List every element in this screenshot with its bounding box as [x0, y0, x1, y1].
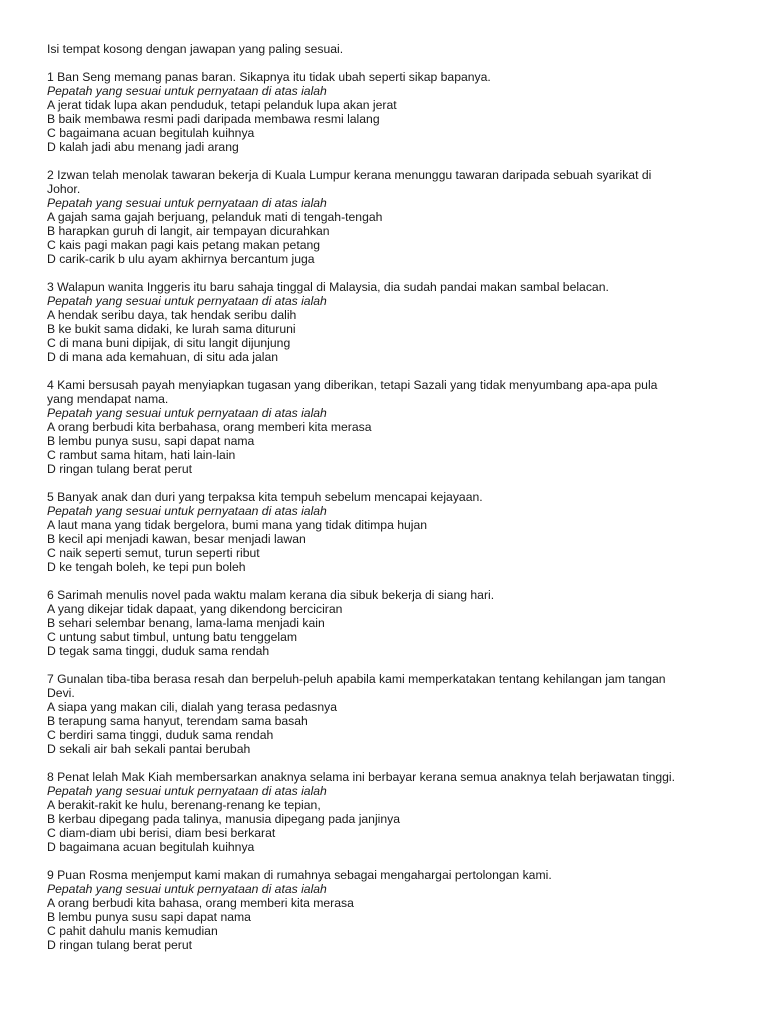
question-7-option-d: D sekali air bah sekali pantai berubah: [47, 742, 251, 756]
question-1-option-b: B baik membawa resmi padi daripada membawa resmi lalang: [47, 112, 380, 126]
question-5-option-b: B kecil api menjadi kawan, besar menjadi lawan: [47, 532, 306, 546]
question-6-option-c: C untung sabut timbul, untung batu tenggelam: [47, 630, 298, 644]
question-8-option-d: D bagaimana acuan begitulah kuihnya: [47, 840, 255, 854]
question-4-option-b: B lembu punya susu, sapi dapat nama: [47, 434, 255, 448]
question-9-option-c: C pahit dahulu manis kemudian: [47, 924, 218, 938]
question-8-option-a: A berakit-rakit ke hulu, berenang-renang ke tepian,: [47, 798, 321, 812]
question-9-stem-line-1: 9 Puan Rosma menjemput kami makan di rumahnya sebagai mengahargai pertolongan kami.: [47, 868, 552, 882]
question-4-stem-line-2: yang mendapat nama.: [47, 392, 169, 406]
question-7-option-c: C berdiri sama tinggi, duduk sama rendah: [47, 728, 274, 742]
question-7-option-a: A siapa yang makan cili, dialah yang terasa pedasnya: [47, 700, 337, 714]
question-3-option-a: A hendak seribu daya, tak hendak seribu dalih: [47, 308, 297, 322]
instruction-text: Isi tempat kosong dengan jawapan yang paling sesuai.: [47, 42, 344, 56]
question-3-prompt: Pepatah yang sesuai untuk pernyataan di atas ialah: [47, 294, 327, 308]
question-3-option-d: D di mana ada kemahuan, di situ ada jalan: [47, 350, 279, 364]
question-8-option-b: B kerbau dipegang pada talinya, manusia dipegang pada janjinya: [47, 812, 401, 826]
question-9-option-d: D ringan tulang berat perut: [47, 938, 192, 952]
question-4-prompt: Pepatah yang sesuai untuk pernyataan di atas ialah: [47, 406, 327, 420]
question-8-stem-line-1: 8 Penat lelah Mak Kiah membersarkan anaknya selama ini berbayar kerana semua anaknya telah berjawatan tinggi.: [47, 770, 676, 784]
question-1-option-d: D kalah jadi abu menang jadi arang: [47, 140, 239, 154]
question-6-option-d: D tegak sama tinggi, duduk sama rendah: [47, 644, 270, 658]
question-1-option-c: C bagaimana acuan begitulah kuihnya: [47, 126, 255, 140]
question-7-option-b: B terapung sama hanyut, terendam sama basah: [47, 714, 308, 728]
question-6-option-b: B sehari selembar benang, lama-lama menjadi kain: [47, 616, 325, 630]
question-2-option-a: A gajah sama gajah berjuang, pelanduk mati di tengah-tengah: [47, 210, 383, 224]
question-3-option-c: C di mana buni dipijak, di situ langit dijunjung: [47, 336, 291, 350]
question-2-stem-line-2: Johor.: [47, 182, 81, 196]
question-5-prompt: Pepatah yang sesuai untuk pernyataan di atas ialah: [47, 504, 327, 518]
question-4-option-a: A orang berbudi kita berbahasa, orang memberi kita merasa: [47, 420, 372, 434]
question-6-option-a: A yang dikejar tidak dapaat, yang dikendong berciciran: [47, 602, 343, 616]
question-2-option-c: C kais pagi makan pagi kais petang makan petang: [47, 238, 321, 252]
question-3-stem-line-1: 3 Walapun wanita Inggeris itu baru sahaja tinggal di Malaysia, dia sudah pandai makan sambal belacan.: [47, 280, 609, 294]
question-9-prompt: Pepatah yang sesuai untuk pernyataan di atas ialah: [47, 882, 327, 896]
question-1-stem-line-1: 1 Ban Seng memang panas baran. Sikapnya itu tidak ubah seperti sikap bapanya.: [47, 70, 491, 84]
question-8-prompt: Pepatah yang sesuai untuk pernyataan di atas ialah: [47, 784, 327, 798]
question-5-option-d: D ke tengah boleh, ke tepi pun boleh: [47, 560, 246, 574]
question-6-stem-line-1: 6 Sarimah menulis novel pada waktu malam kerana dia sibuk bekerja di siang hari.: [47, 588, 495, 602]
question-2-stem-line-1: 2 Izwan telah menolak tawaran bekerja di Kuala Lumpur kerana menunggu tawaran daripada sebuah syarikat di: [47, 168, 652, 182]
question-5-stem-line-1: 5 Banyak anak dan duri yang terpaksa kita tempuh sebelum mencapai kejayaan.: [47, 490, 483, 504]
question-2-prompt: Pepatah yang sesuai untuk pernyataan di atas ialah: [47, 196, 327, 210]
question-4-option-c: C rambut sama hitam, hati lain-lain: [47, 448, 236, 462]
question-9-option-a: A orang berbudi kita bahasa, orang memberi kita merasa: [47, 896, 354, 910]
question-8-option-c: C diam-diam ubi berisi, diam besi berkarat: [47, 826, 276, 840]
question-9-option-b: B lembu punya susu sapi dapat nama: [47, 910, 251, 924]
question-7-stem-line-2: Devi.: [47, 686, 75, 700]
question-2-option-d: D carik-carik b ulu ayam akhirnya bercantum juga: [47, 252, 315, 266]
question-2-option-b: B harapkan guruh di langit, air tempayan dicurahkan: [47, 224, 330, 238]
question-5-option-a: A laut mana yang tidak bergelora, bumi mana yang tidak ditimpa hujan: [47, 518, 428, 532]
question-4-stem-line-1: 4 Kami bersusah payah menyiapkan tugasan yang diberikan, tetapi Sazali yang tidak menyumbang apa-apa pula: [47, 378, 658, 392]
question-4-option-d: D ringan tulang berat perut: [47, 462, 192, 476]
question-1-option-a: A jerat tidak lupa akan penduduk, tetapi pelanduk lupa akan jerat: [47, 98, 397, 112]
question-1-prompt: Pepatah yang sesuai untuk pernyataan di atas ialah: [47, 84, 327, 98]
question-5-option-c: C naik seperti semut, turun seperti ribut: [47, 546, 260, 560]
question-3-option-b: B ke bukit sama didaki, ke lurah sama dituruni: [47, 322, 296, 336]
question-7-stem-line-1: 7 Gunalan tiba-tiba berasa resah dan berpeluh-peluh apabila kami memperkatakan tentang kehilangan jam tangan: [47, 672, 666, 686]
